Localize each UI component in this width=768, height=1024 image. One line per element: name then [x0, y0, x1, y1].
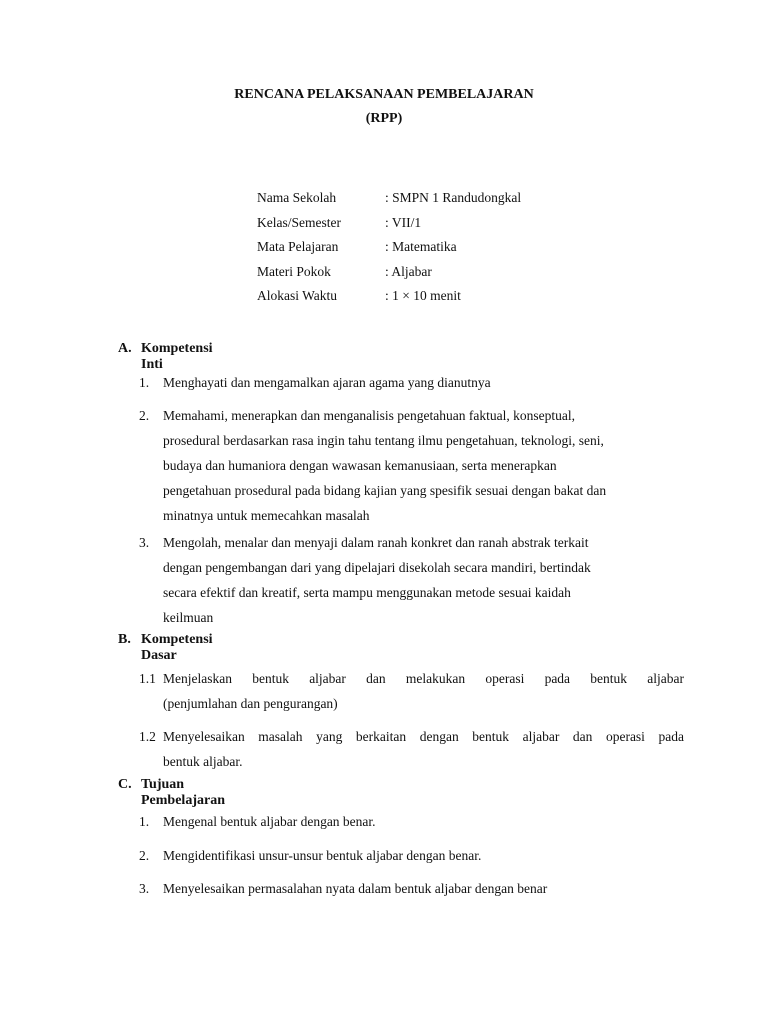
- identity-label: Nama Sekolah: [257, 190, 337, 205]
- list-item: [139, 809, 684, 834]
- list-line: (penjumlahan dan pengurangan): [163, 696, 338, 711]
- section-title: Tujuan Pembelajaran: [141, 777, 225, 808]
- list-text: Menghayati dan mengamalkan ajaran agama yang dianutnya: [163, 375, 491, 390]
- list-number: 2.: [139, 408, 150, 423]
- identity-value: : VII/1: [385, 214, 422, 230]
- section-title: Kompetensi Dasar: [141, 632, 213, 663]
- list-line: Memahami, menerapkan dan menganalisis pengetahuan faktual, konseptual,: [163, 408, 575, 423]
- list-item: [139, 370, 684, 395]
- identity-row-school: [257, 190, 521, 215]
- list-number: 1.: [139, 814, 150, 829]
- list-item: [139, 666, 684, 716]
- list-line: bentuk aljabar.: [163, 754, 243, 769]
- identity-value: : Matematika: [385, 239, 457, 254]
- identity-value: : 1 × 10 menit: [385, 288, 461, 303]
- list-text: Mengidentifikasi unsur-unsur bentuk aljabar dengan benar.: [163, 848, 482, 863]
- list-line: minatnya untuk memecahkan masalah: [163, 508, 370, 523]
- list-item: [139, 530, 684, 630]
- list-number: 2.: [139, 848, 150, 863]
- document-title: RENCANA PELAKSANAAN PEMBELAJARAN: [234, 87, 534, 102]
- identity-value: : SMPN 1 Randudongkal: [385, 190, 522, 205]
- identity-label: Materi Pokok: [257, 263, 331, 279]
- list-line: budaya dan humaniora dengan wawasan kemanusiaan, serta menerapkan: [163, 458, 557, 473]
- identity-value: : Aljabar: [385, 263, 432, 279]
- section-title: Kompetensi Inti: [141, 341, 213, 372]
- identity-label: Kelas/Semester: [257, 214, 341, 230]
- list-item: [139, 724, 684, 774]
- list-number: 3.: [139, 881, 150, 896]
- document-subtitle: (RPP): [365, 111, 403, 126]
- identity-row-subject: [257, 239, 521, 264]
- identity-row-class: [257, 215, 521, 240]
- identity-label: Mata Pelajaran: [257, 239, 339, 254]
- section-letter: B.: [118, 632, 131, 647]
- list-item: [139, 843, 684, 868]
- list-text: Menyelesaikan permasalahan nyata dalam bentuk aljabar dengan benar: [163, 881, 548, 896]
- identity-table: [257, 190, 521, 313]
- list-line: keilmuan: [163, 610, 214, 625]
- list-number: 1.: [139, 375, 150, 390]
- list-line: prosedural berdasarkan rasa ingin tahu tentang ilmu pengetahuan, teknologi, seni,: [163, 433, 604, 448]
- list-line: pengetahuan prosedural pada bidang kajian yang spesifik sesuai dengan bakat dan: [163, 483, 607, 498]
- section-letter: C.: [118, 777, 132, 792]
- identity-label: Alokasi Waktu: [257, 288, 338, 303]
- list-number: 1.1: [139, 671, 156, 686]
- list-line: secara efektif dan kreatif, serta mampu menggunakan metode sesuai kaidah: [163, 585, 571, 600]
- list-line: Menyelesaikan masalah yang berkaitan dengan bentuk aljabar dan operasi pada: [163, 729, 684, 744]
- identity-row-topic: [257, 264, 521, 289]
- list-number: 3.: [139, 535, 150, 550]
- list-item: [139, 876, 684, 901]
- list-line: dengan pengembangan dari yang dipelajari disekolah secara mandiri, bertindak: [163, 560, 591, 575]
- list-number: 1.2: [139, 729, 156, 744]
- list-line: Mengolah, menalar dan menyaji dalam ranah konkret dan ranah abstrak terkait: [163, 535, 589, 550]
- list-line: Menjelaskan bentuk aljabar dan melakukan operasi pada bentuk aljabar: [163, 671, 684, 686]
- identity-row-time: [257, 288, 521, 313]
- section-letter: A.: [118, 341, 132, 356]
- list-item: [139, 403, 684, 528]
- list-text: Mengenal bentuk aljabar dengan benar.: [163, 814, 376, 829]
